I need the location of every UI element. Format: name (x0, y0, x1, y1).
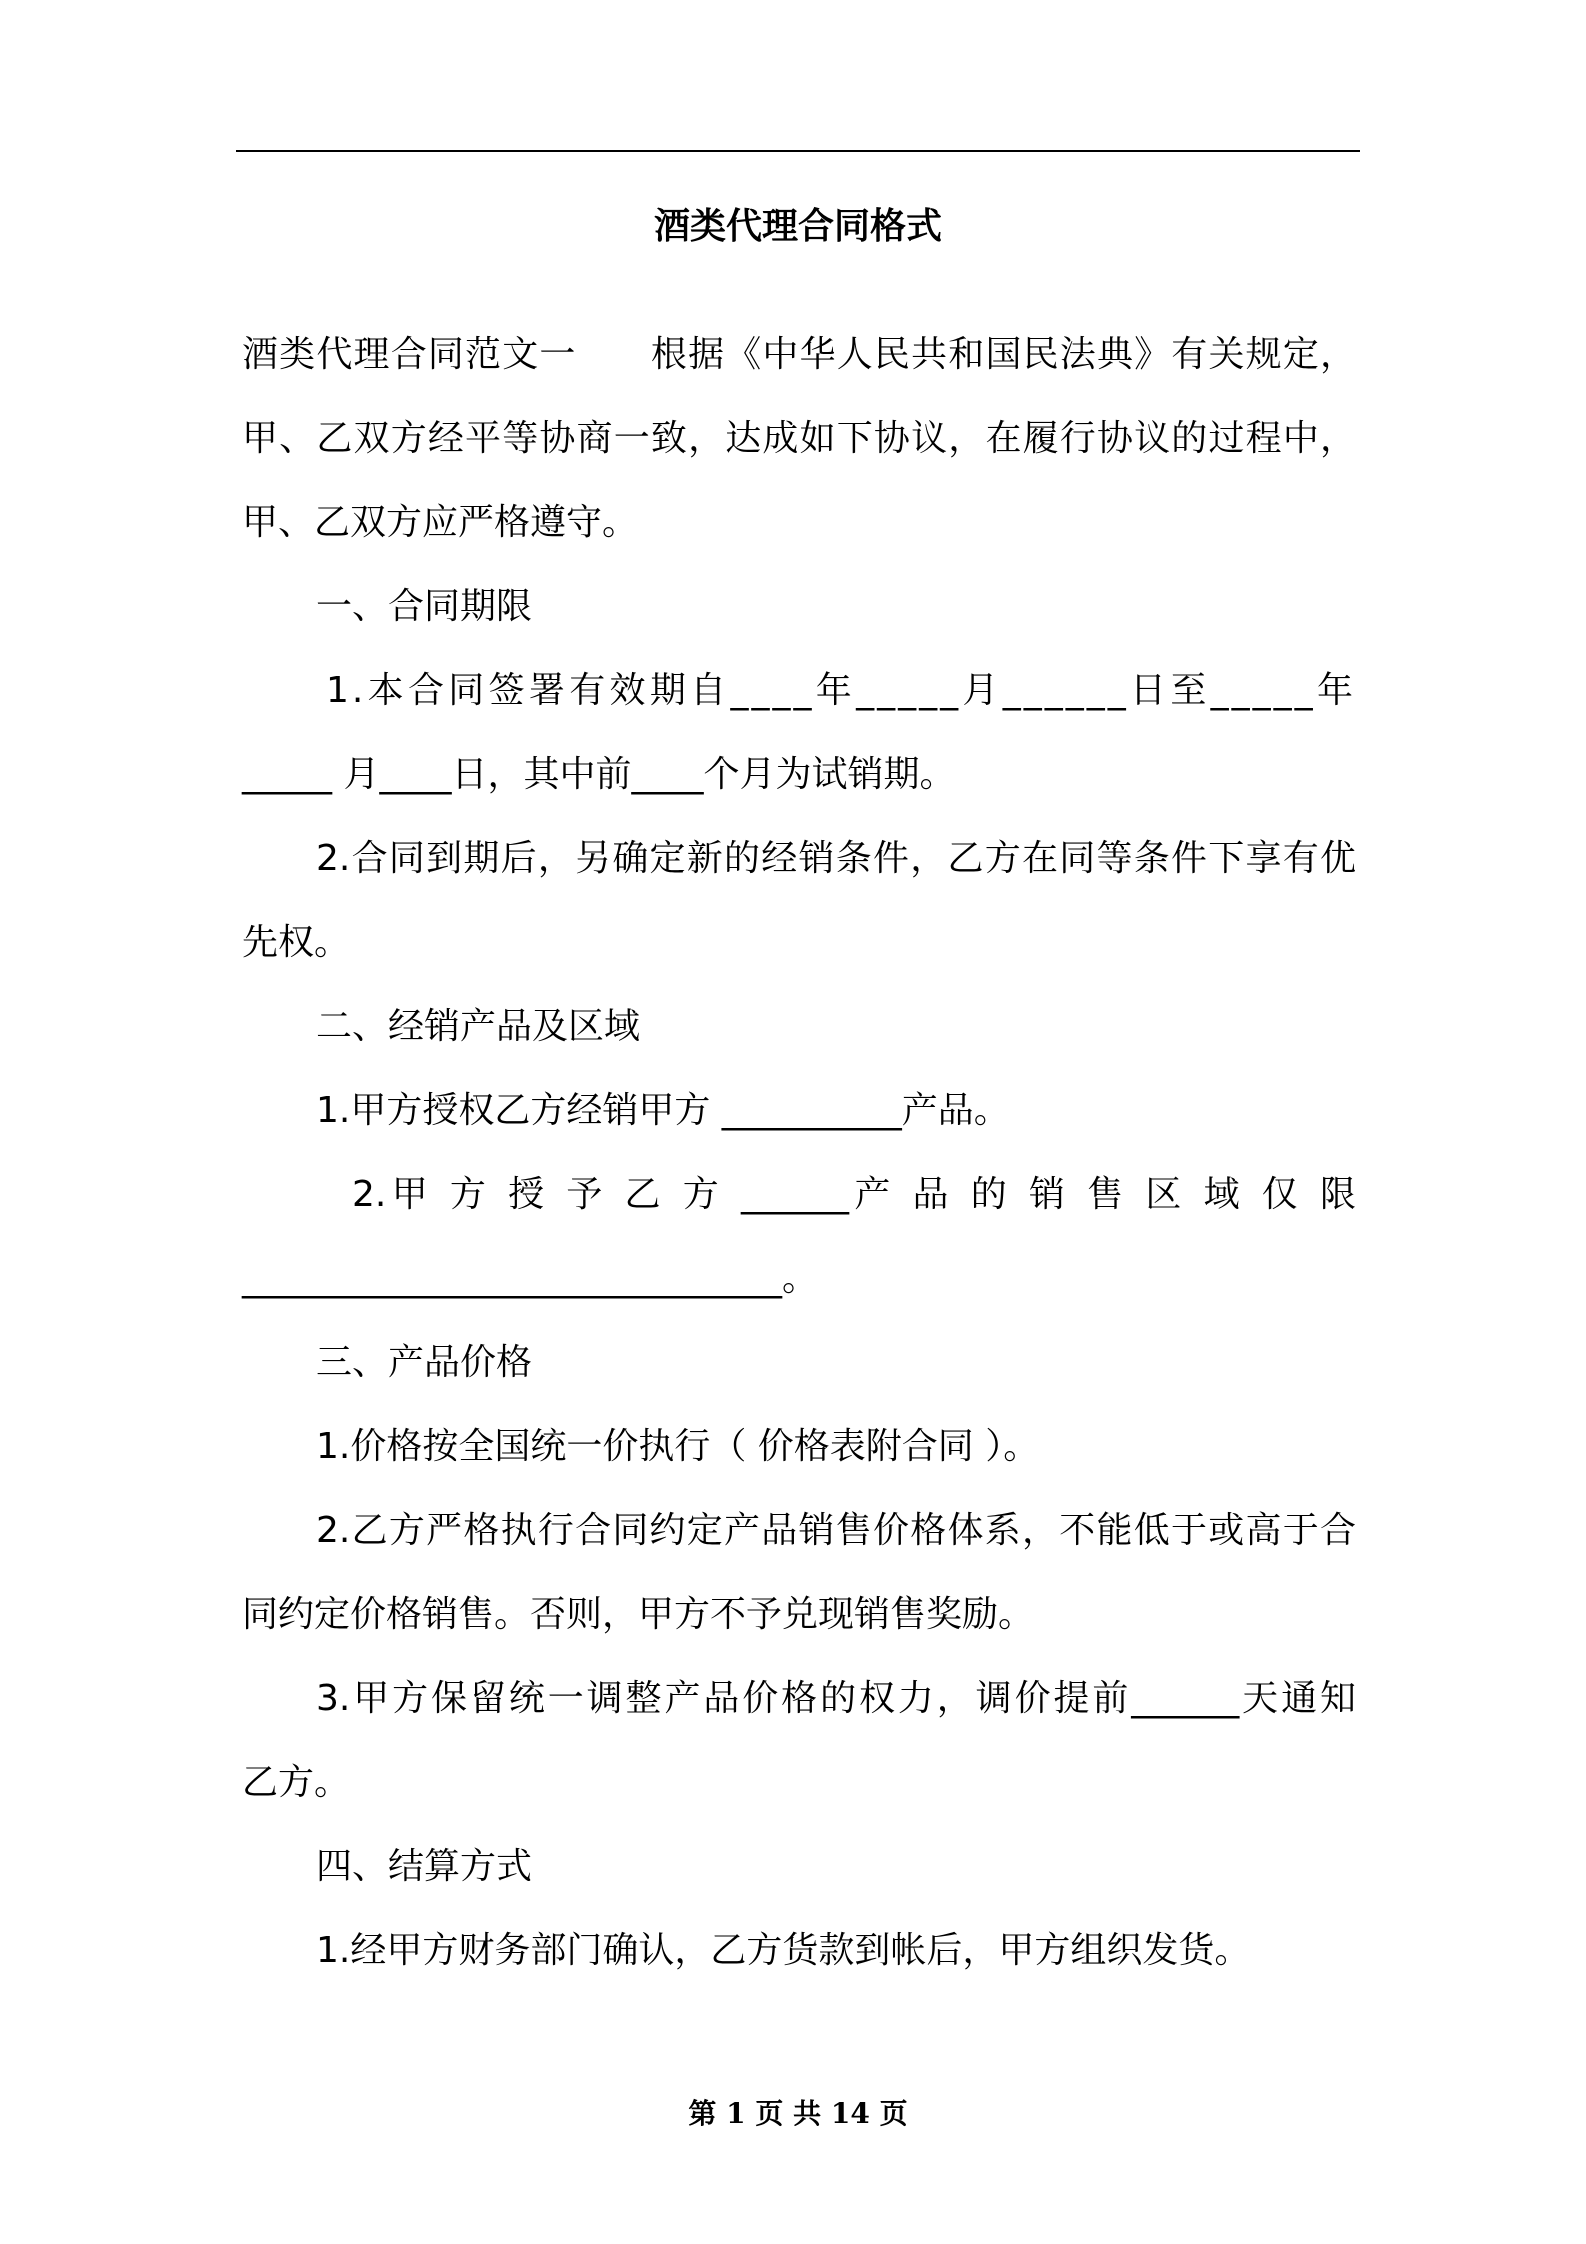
paragraph-line: ______________________________。 (242, 1258, 818, 1299)
document-title: 酒类代理合同格式 (653, 206, 942, 247)
paragraph-line: 甲、乙双方经平等协商一致，达成如下协议，在履行协议的过程中， (242, 418, 1356, 459)
header-rule (236, 150, 1360, 152)
section-heading: 一、合同期限 (316, 586, 533, 627)
paragraph-line: 乙方。 (242, 1762, 351, 1803)
section-heading: 四、结算方式 (316, 1846, 533, 1887)
paragraph-line: 2.甲 方 授 予 乙 方 ______产 品 的 销 售 区 域 仅 限 (352, 1174, 1356, 1215)
paragraph-line: 3.甲方保留统一调整产品价格的权力，调价提前______天通知 (316, 1678, 1356, 1719)
paragraph-line: 1.价格按全国统一价执行（ 价格表附合同 ）。 (316, 1426, 1040, 1467)
paragraph-line: 酒类代理合同范文一 根据《中华人民共和国民法典》有关规定， (242, 334, 1356, 375)
page-number-footer: 第 1 页 共 14 页 (688, 2097, 908, 2130)
paragraph-line: 先权。 (242, 922, 351, 963)
paragraph-line: _____ 月____日，其中前____个月为试销期。 (242, 754, 956, 795)
section-heading: 三、产品价格 (316, 1342, 533, 1383)
paragraph-line: 甲、乙双方应严格遵守。 (242, 502, 639, 543)
paragraph-line: 2.乙方严格执行合同约定产品销售价格体系，不能低于或高于合 (316, 1510, 1356, 1551)
paragraph-line: 2.合同到期后，另确定新的经销条件，乙方在同等条件下享有优 (316, 838, 1356, 879)
paragraph-line: 1.甲方授权乙方经销甲方 __________产品。 (316, 1090, 1010, 1131)
section-heading: 二、经销产品及区域 (316, 1006, 641, 1047)
paragraph-line: 同约定价格销售。否则，甲方不予兑现销售奖励。 (242, 1594, 1035, 1635)
paragraph-line: 1.经甲方财务部门确认，乙方货款到帐后，甲方组织发货。 (316, 1930, 1251, 1971)
paragraph-line: 1.本合同签署有效期自____年_____月______日至_____年 (326, 670, 1356, 711)
